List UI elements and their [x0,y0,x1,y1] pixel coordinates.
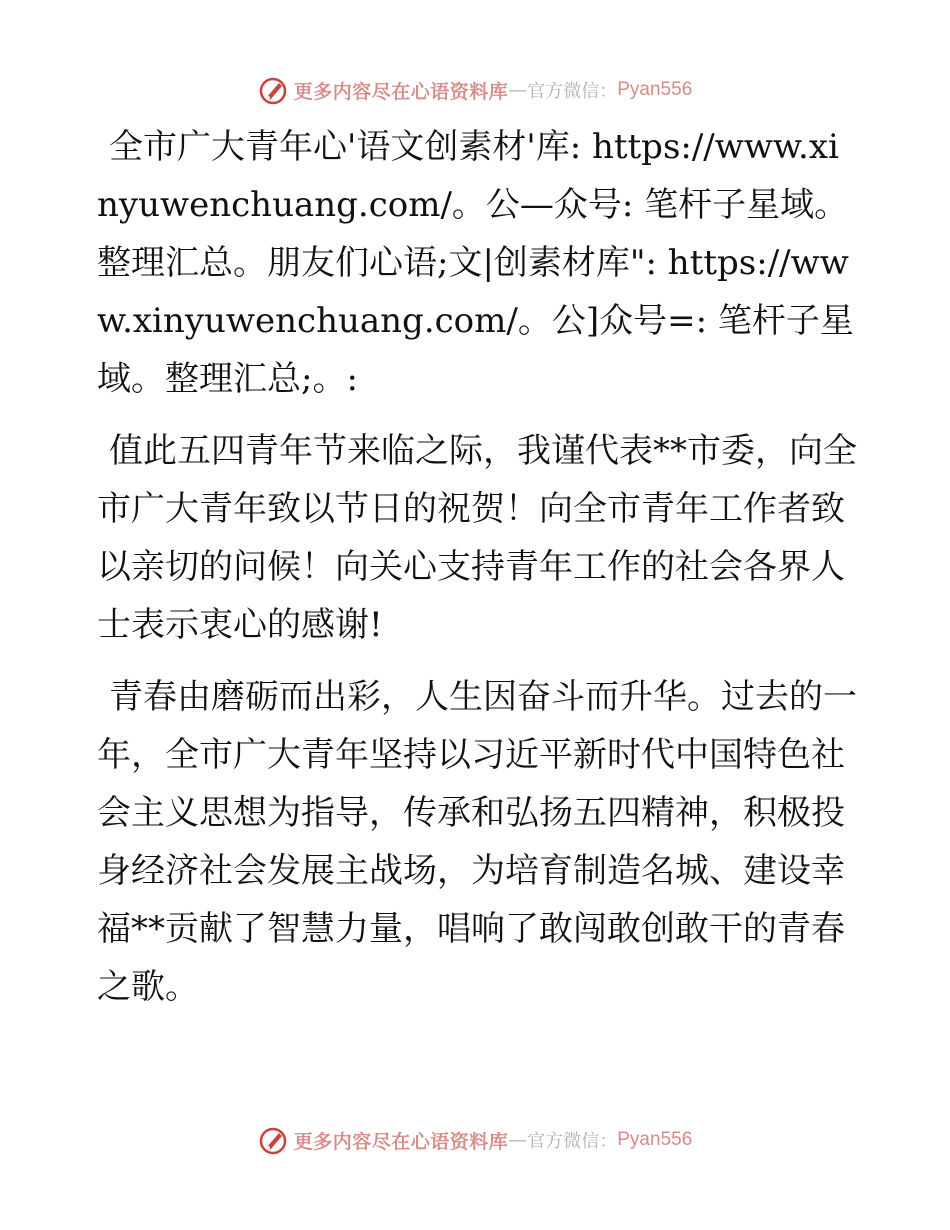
header-site-text: 更多内容尽在心语资料库 [293,80,509,103]
paragraph-3: 青春由磨砺而出彩，人生因奋斗而升华。过去的一年，全市广大青年坚持以习近平新时代中国特色社会主义思想为指导，传承和弘扬五四精神，积极投身经济社会发展主战场，为培育制造名城、建设幸福**贡献了智慧力量，唱响了敢闯敢创敢干的青春之歌。 [97,677,857,1007]
header-banner [0,70,950,110]
footer-separator: — [508,1129,528,1151]
pen-logo-icon [258,1125,288,1155]
footer-wechat-id: Pyan556 [617,1129,693,1150]
header-wechat-label: 官方微信： [527,81,618,102]
document-body [97,118,857,1030]
header-separator: — [508,79,528,101]
footer-site-text: 更多内容尽在心语资料库 [293,1130,509,1153]
header-wechat-id: Pyan556 [617,79,693,100]
paragraph-1: 全市广大青年心'语文创素材'库: https://www.xinyuwenchuang.com/。公—众号: 笔杆子星域。整理汇总。朋友们心语;文|创素材库": https://www.xinyuwenchuang.com/。公]众号=: 笔杆子星域。整理汇总;。: [97,127,854,399]
footer-wechat-label: 官方微信： [527,1131,618,1152]
paragraph-2: 值此五四青年节来临之际，我谨代表**市委，向全市广大青年致以节日的祝贺！向全市青年工作者致以亲切的问候！向关心支持青年工作的社会各界人士表示衷心的感谢! [97,431,857,645]
footer-banner [0,1120,950,1160]
pen-logo-icon [258,75,288,105]
